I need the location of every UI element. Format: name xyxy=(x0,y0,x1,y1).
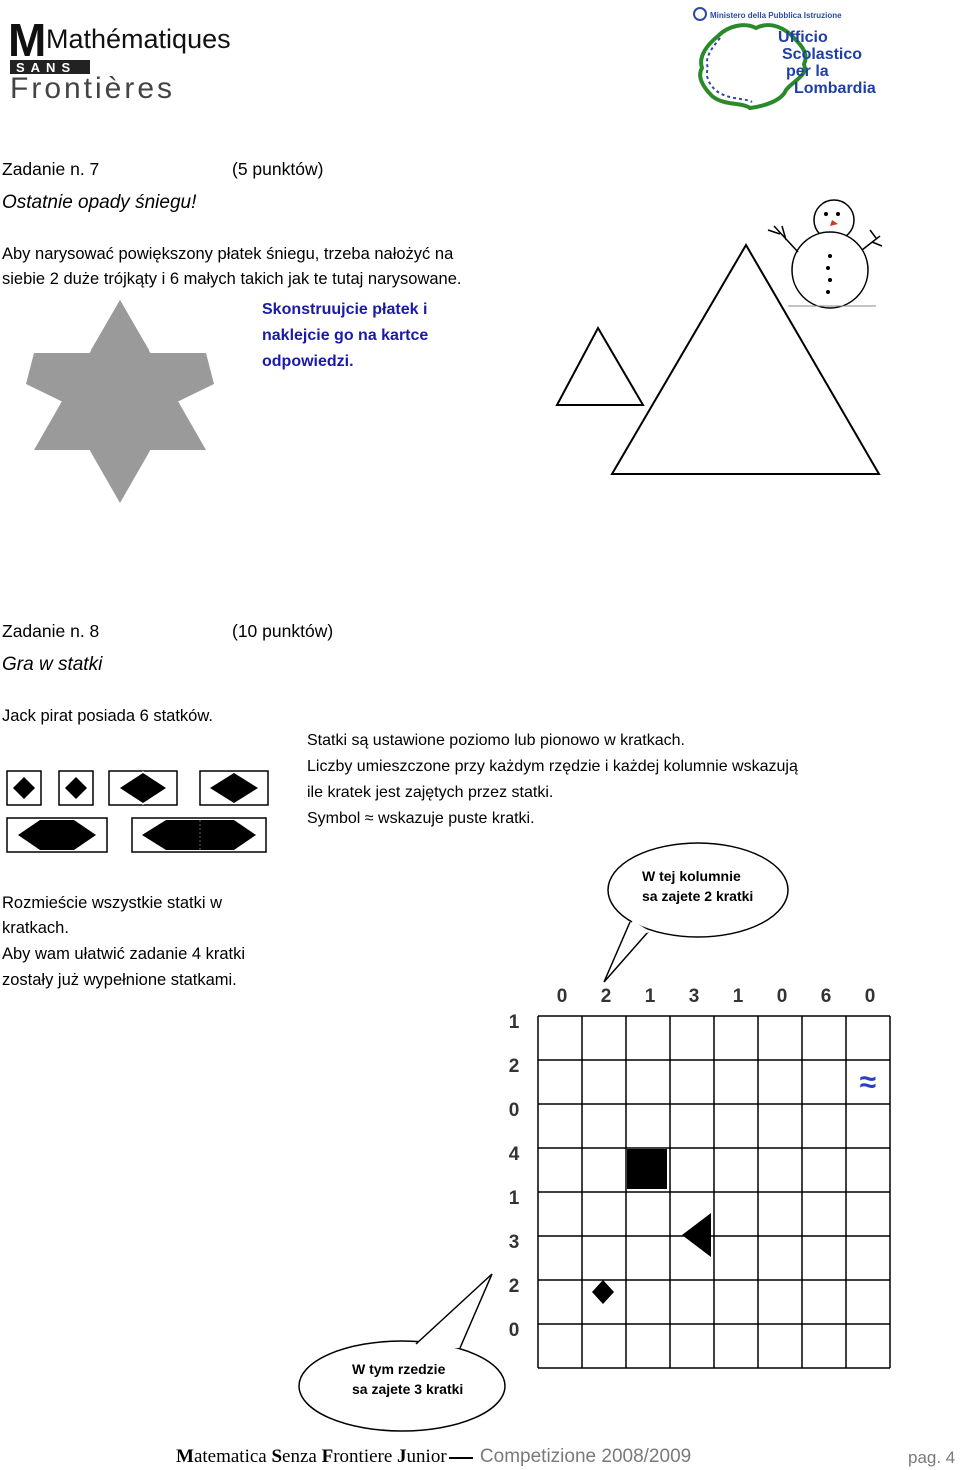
svg-text:Ministero della Pubblica Istru: Ministero della Pubblica Istruzione xyxy=(710,11,842,20)
column-count: 1 xyxy=(644,986,656,1007)
row-count: 3 xyxy=(508,1232,520,1253)
column-count: 2 xyxy=(600,986,612,1007)
row-count: 0 xyxy=(508,1320,520,1341)
column-count: 0 xyxy=(556,986,568,1007)
task8-rule4: Symbol ≈ wskazuje puste kratki. xyxy=(307,810,535,827)
column-count: 0 xyxy=(864,986,876,1007)
task8-task3: Aby wam ułatwić zadanie 4 kratki xyxy=(2,945,246,963)
ship-cell-left-end xyxy=(682,1213,711,1257)
bubble-top-line2: sa zajete 2 kratki xyxy=(642,888,754,904)
column-count: 0 xyxy=(776,986,788,1007)
footer-f: F xyxy=(321,1446,334,1467)
footer-rontiere: rontiere xyxy=(333,1446,398,1467)
snowman-drawing xyxy=(758,196,888,312)
task7-instr2: naklejcie go na kartce xyxy=(262,327,429,344)
column-count: 1 xyxy=(732,986,744,1007)
task7-instr3: odpowiedzi. xyxy=(262,353,354,370)
task8-intro: Jack pirat posiada 6 statków. xyxy=(2,707,213,725)
snowflake-figure xyxy=(20,300,220,506)
msf-logo xyxy=(8,10,231,105)
task8-task4: zostały już wypełnione statkami. xyxy=(2,971,237,989)
task7-number: Zadanie n. 7 xyxy=(2,159,100,179)
speech-bubble-bottom xyxy=(296,1272,514,1434)
ships-legend xyxy=(6,770,270,854)
empty-cell-wave-icon: ≈ xyxy=(859,1066,877,1099)
row-count: 1 xyxy=(508,1188,520,1209)
svg-text:Mathématiques: Mathématiques xyxy=(46,24,231,54)
footer-atematica: atematica xyxy=(193,1446,272,1467)
task8-number: Zadanie n. 8 xyxy=(2,621,100,641)
footer-line xyxy=(176,1446,691,1468)
footer-j: J xyxy=(397,1446,407,1467)
row-count: 2 xyxy=(508,1056,520,1077)
svg-text:Lombardia: Lombardia xyxy=(794,80,876,97)
task7-line2: siebie 2 duże trójkąty i 6 małych takich jak te tutaj narysowane. xyxy=(2,270,462,288)
footer-s: S xyxy=(271,1446,283,1467)
bubble-bottom-line1: W tym rzedzie xyxy=(352,1361,446,1377)
task7-title: Ostatnie opady śniegu! xyxy=(2,192,197,213)
task7-line1: Aby narysować powiększony płatek śniegu, trzeba nałożyć na xyxy=(2,245,454,263)
svg-text:SANS: SANS xyxy=(16,60,77,75)
row-count: 4 xyxy=(508,1144,520,1165)
task7-points: (5 punktów) xyxy=(232,159,324,179)
task8-task1: Rozmieście wszystkie statki w xyxy=(2,894,223,912)
task8-rule1: Statki są ustawione poziomo lub pionowo w kratkach. xyxy=(307,732,685,749)
page-number: pag. 4 xyxy=(908,1448,956,1467)
bubble-bottom-line2: sa zajete 3 kratki xyxy=(352,1381,464,1397)
svg-text:Scolastico: Scolastico xyxy=(782,46,863,63)
svg-text:M: M xyxy=(8,14,47,66)
ship-cell-single xyxy=(592,1280,614,1304)
svg-text:per la: per la xyxy=(786,63,829,80)
svg-text:Frontières: Frontières xyxy=(10,72,176,105)
footer-unior: unior xyxy=(406,1446,447,1467)
battleship-grid xyxy=(488,976,908,1360)
task8-rule2: Liczby umieszczone przy każdym rzędzie i każdej kolumnie wskazują xyxy=(307,758,798,775)
row-count: 0 xyxy=(508,1100,520,1121)
svg-text:Ufficio: Ufficio xyxy=(778,29,828,46)
column-count: 6 xyxy=(820,986,832,1007)
footer-dash xyxy=(449,1457,473,1459)
task8-task2: kratkach. xyxy=(2,919,69,937)
column-count: 3 xyxy=(688,986,700,1007)
task8-title: Gra w statki xyxy=(2,654,103,675)
task8-rule3: ile kratek jest zajętych przez statki. xyxy=(307,784,554,801)
row-count: 1 xyxy=(508,1012,520,1033)
usr-logo xyxy=(690,4,890,112)
footer-enza: enza xyxy=(282,1446,322,1467)
row-count: 2 xyxy=(508,1276,520,1297)
footer-competition: Competizione 2008/2009 xyxy=(474,1446,692,1467)
footer-m: M xyxy=(176,1446,194,1467)
bubble-top-line1: W tej kolumnie xyxy=(642,868,741,884)
ship-cell-middle xyxy=(627,1149,667,1189)
task7-instr1: Skonstruujcie płatek i xyxy=(262,301,428,318)
speech-bubble-top xyxy=(590,842,800,984)
task8-points: (10 punktów) xyxy=(232,621,334,641)
